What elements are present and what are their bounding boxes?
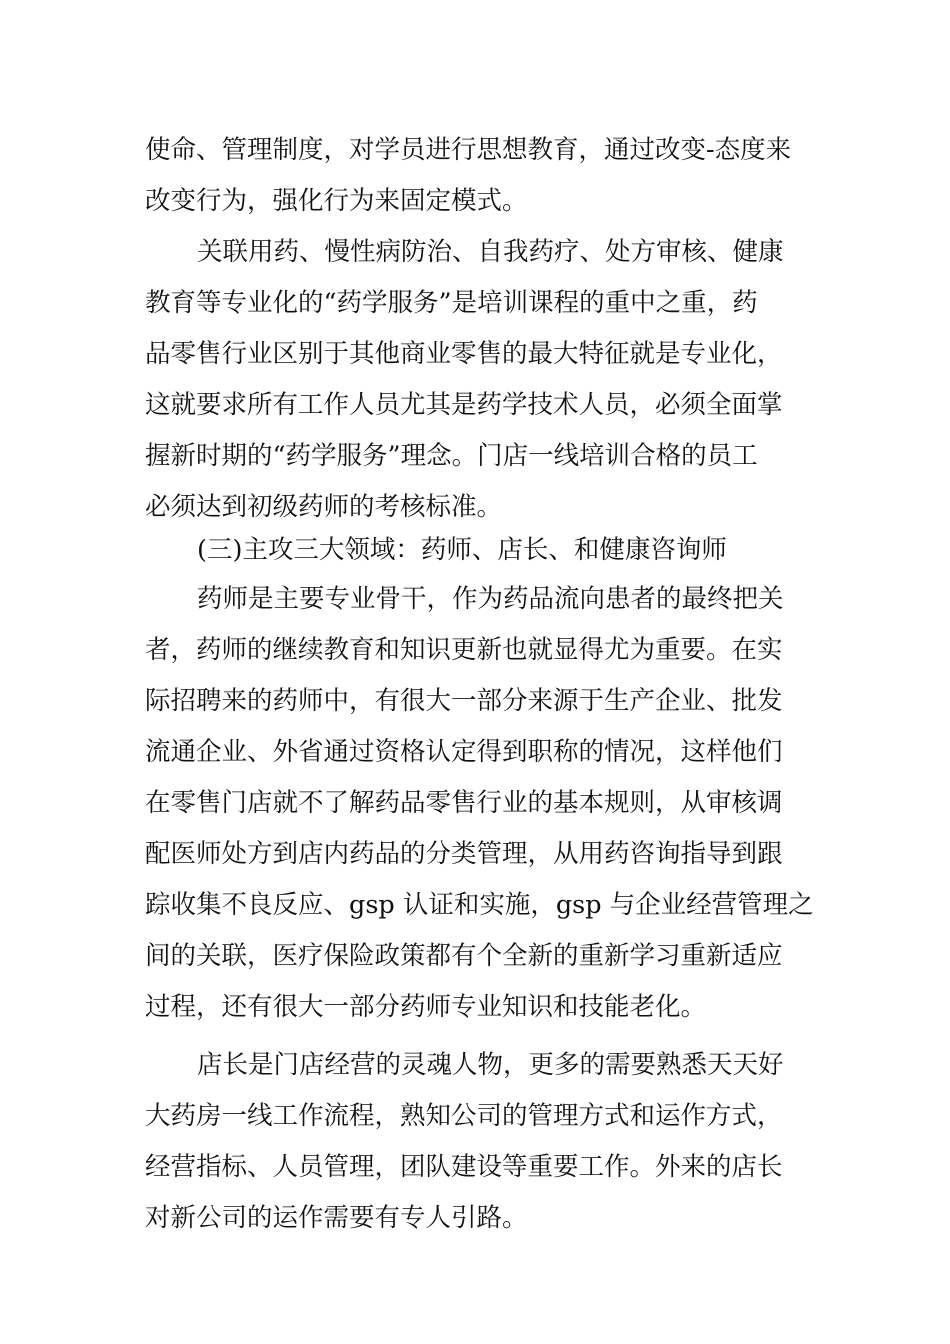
text-line: 过程，还有很大一部分药师专业知识和技能老化。: [145, 992, 707, 1022]
text-line: 这就要求所有工作人员尤其是药学技术人员，必须全面掌: [145, 390, 783, 420]
paragraph-start: 店长是门店经营的灵魂人物，更多的需要熟悉天天好: [197, 1050, 784, 1080]
text-line: 间的关联，医疗保险政策都有个全新的重新学习重新适应: [145, 941, 783, 971]
text-line: 踪收集不良反应、gsp 认证和实施，gsp 与企业经营管理之: [145, 890, 814, 920]
text-line: 者，药师的继续教育和知识更新也就显得尤为重要。在实: [145, 635, 783, 665]
text-line: 必须达到初级药师的考核标准。: [145, 492, 503, 522]
text-line: 对新公司的运作需要有专人引路。: [145, 1203, 528, 1233]
text-line: 品零售行业区别于其他商业零售的最大特征就是专业化，: [145, 339, 783, 369]
text-line: 大药房一线工作流程，熟知公司的管理方式和运作方式，: [145, 1101, 783, 1131]
text-line: 配医师处方到店内药品的分类管理，从用药咨询指导到跟: [145, 839, 783, 869]
text-line: 流通企业、外省通过资格认定得到职称的情况，这样他们: [145, 737, 783, 767]
text-line: 教育等专业化的“药学服务”是培训课程的重中之重，药: [145, 288, 758, 318]
text-line: 际招聘来的药师中，有很大一部分来源于生产企业、批发: [145, 686, 783, 716]
section-heading: (三)主攻三大领域：药师、店长、和健康咨询师: [197, 535, 727, 565]
text-line: 在零售门店就不了解药品零售行业的基本规则，从审核调: [145, 788, 783, 818]
text-line: 握新时期的“药学服务”理念。门店一线培训合格的员工: [145, 441, 758, 471]
paragraph-start: 关联用药、慢性病防治、自我药疗、处方审核、健康: [197, 237, 784, 267]
text-line: 使命、管理制度，对学员进行思想教育，通过改变-态度来: [145, 135, 792, 165]
text-line: 经营指标、人员管理，团队建设等重要工作。外来的店长: [145, 1152, 783, 1182]
paragraph-start: 药师是主要专业骨干，作为药品流向患者的最终把关: [197, 584, 784, 614]
text-line: 改变行为，强化行为来固定模式。: [145, 186, 528, 216]
